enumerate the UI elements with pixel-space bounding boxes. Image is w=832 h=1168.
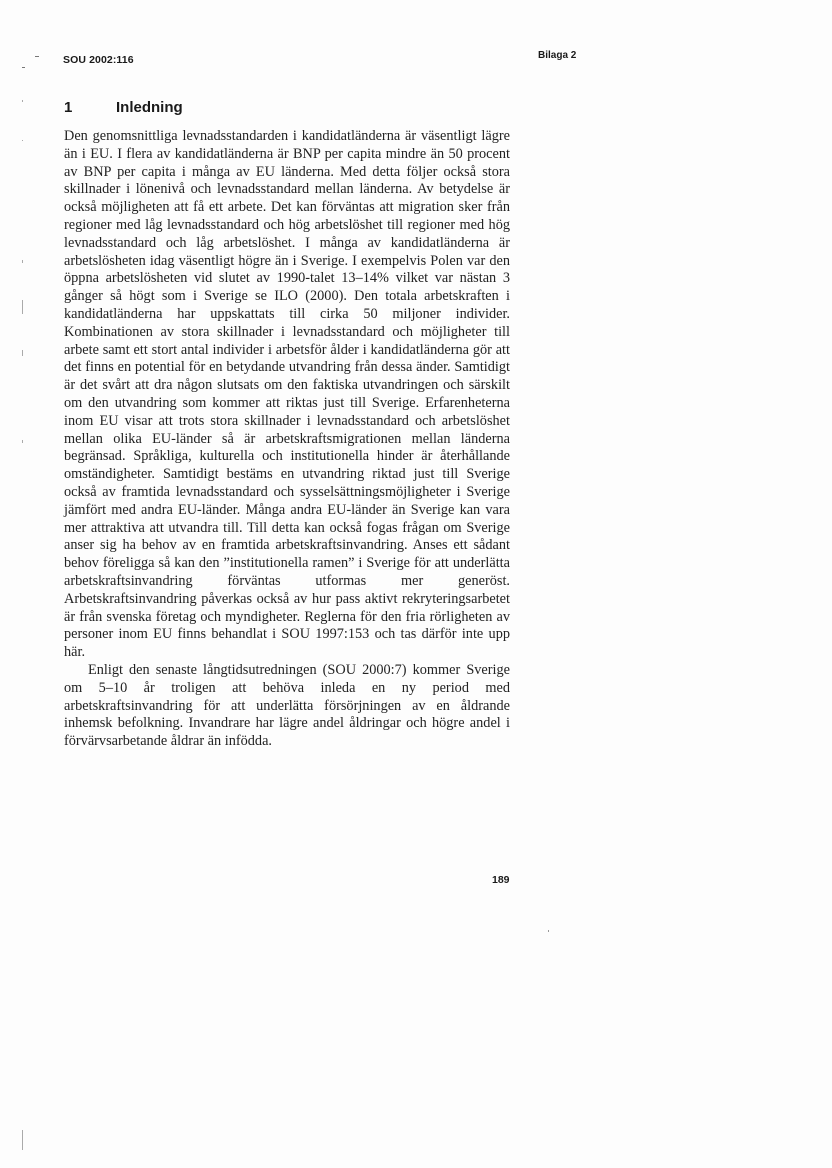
paragraph: Enligt den senaste långtidsutredningen (SOU 2000:7) kommer Sverige om 5–10 år troligen att behöva inleda en ny period med arbetskraftsinvandring för att underlätta försörjningen av en åldrande inhemsk befolkning. Invandrare har lägre andel åldringar och högre andel i förvärvsarbetande åldrar än infödda. — [64, 661, 510, 750]
scan-edge-mark — [22, 350, 23, 356]
section-title: Inledning — [116, 99, 183, 116]
document-reference: SOU 2002:116 — [63, 54, 134, 66]
scan-edge-mark — [22, 1130, 23, 1150]
section-heading — [64, 99, 183, 116]
scan-edge-mark — [22, 140, 23, 141]
body-text — [64, 128, 510, 751]
paragraph: Den genomsnittliga levnadsstandarden i kandidatländerna är väsentligt lägre än i EU. I flera av kandidatländerna är BNP per capita mindre än 50 procent av BNP per capita i många av EU länderna. Med detta följer också stora skillnader i lönenivå och levnadsstandard mellan länderna. Av betydelse är också möjligheten att få ett arbete. Det kan förväntas att migration sker från regioner med låg levnadsstandard och hög arbetslöshet till regioner med hög levnadsstandard och låg arbetslöshet. I många av kandidatländerna är arbetslösheten idag väsentligt högre än i Sverige. I exempelvis Polen var den öppna arbetslösheten vid slutet av 1990-talet 13–14% vilket var nästan 3 gånger så högt som i Sverige se ILO (2000). Den totala arbetskraften i kandidatländerna har uppskattats till cirka 50 miljoner individer. Kombinationen av stora skillnader i levnadsstandard och möjligheter till arbete samt ett stort antal individer i arbetsför ålder i kandidatländerna gör att det finns en potential för en betydande utvandring från dessa änder. Samtidigt är det svårt att dra någon slutsats om den faktiska utvandringen och särskilt om den utvandring som kommer att riktas just till Sverige. Erfarenheterna inom EU visar att trots stora skillnader i levnadsstandard och arbetslöshet mellan olika EU-länder så är arbetskraftsmigrationen mellan länderna begränsad. Språkliga, kulturella och institutionella hinder är återhållande omständigheter. Samtidigt bestäms en utvandring riktad just till Sverige också av framtida levnadsstandard och sysselsättningsmöjligheter i Sverige jämfört med andra EU-länder. Många andra EU-länder än Sverige kan vara mer attraktiva att utvandra till. Till detta kan också fogas frågan om Sverige anser sig ha behov av en framtida arbetskraftsinvandring. Anses ett sådant behov föreligga så kan den ”institutionella ramen” i Sverige för att underlätta arbetskraftsinvandring förväntas utformas mer generöst. Arbetskraftsinvandring påverkas också av hur pass aktivt rekryteringsarbetet är från svenska företag och myndigheter. Reglerna för den fria rörligheten av personer inom EU finns behandlat i SOU 1997:153 och tas därför inte upp här. — [64, 128, 510, 661]
appendix-label: Bilaga 2 — [538, 50, 577, 61]
section-number: 1 — [64, 99, 73, 116]
scan-edge-mark — [22, 440, 23, 443]
scan-edge-mark — [22, 100, 23, 102]
page-number: 189 — [492, 874, 510, 886]
scan-edge-mark — [22, 300, 23, 314]
scan-edge-mark — [22, 260, 23, 263]
scan-speck — [548, 930, 549, 932]
scan-mark — [35, 56, 39, 57]
scan-mark — [22, 67, 25, 68]
